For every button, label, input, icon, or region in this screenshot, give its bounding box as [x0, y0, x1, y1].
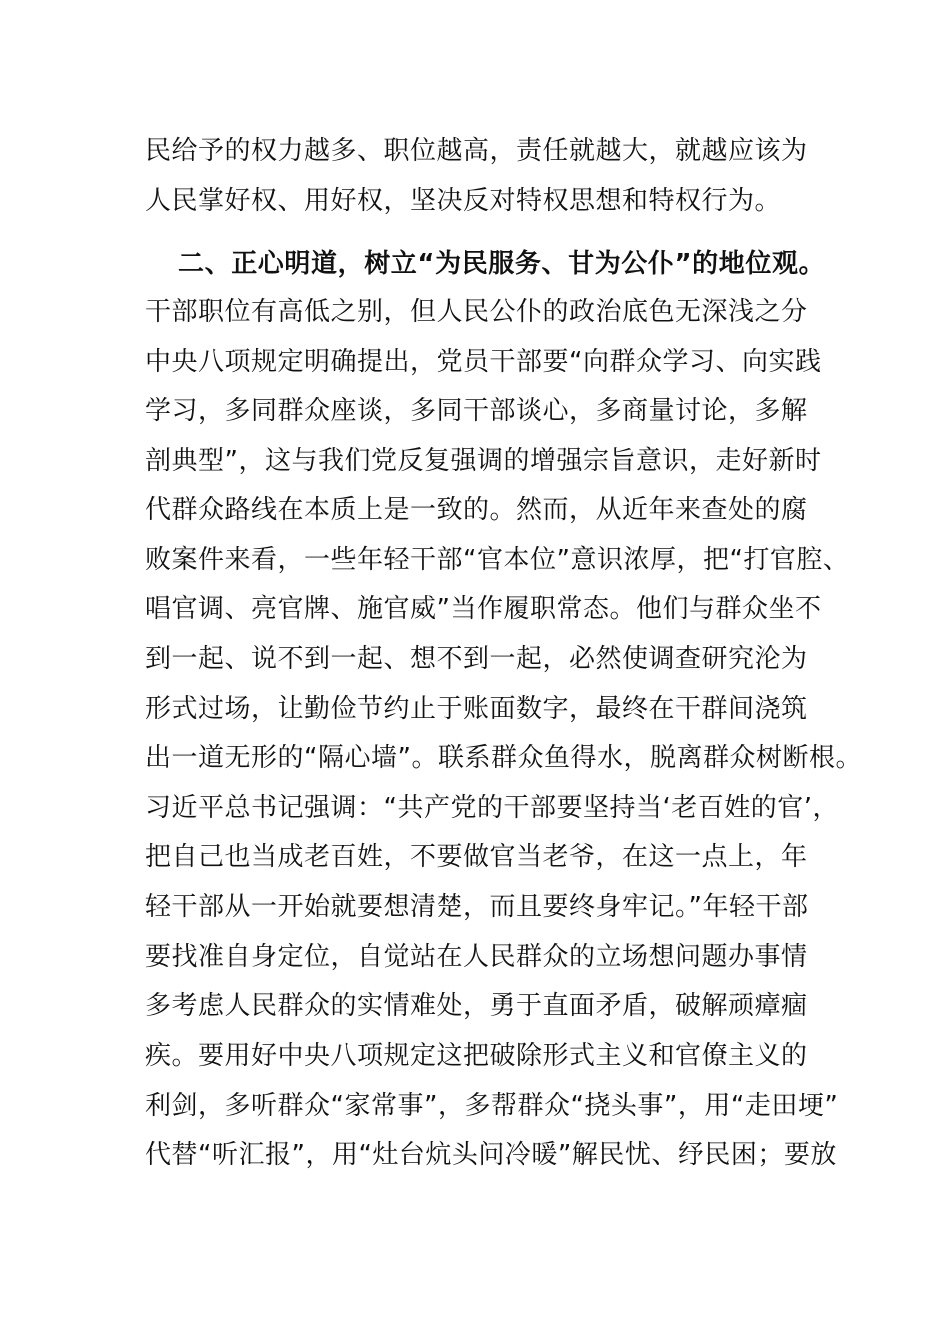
- paragraph-line: 学习，多同群众座谈，多同干部谈心，多商量讨论，多解: [145, 396, 808, 426]
- paragraph-line: 要找准自身定位，自觉站在人民群众的立场想问题办事情: [145, 942, 808, 972]
- paragraph-line: 唱官调、亮官牌、施官威”当作履职常态。他们与群众坐不: [145, 594, 822, 624]
- paragraph-line: 出一道无形的“隔心墙”。联系群众鱼得水，脱离群众树断根。: [145, 743, 862, 773]
- paragraph-line: 中央八项规定明确提出，党员干部要“向群众学习、向实践: [145, 347, 822, 377]
- paragraph-line: 把自己也当成老百姓，不要做官当老爷，在这一点上，年: [145, 842, 808, 872]
- paragraph-line: 剖典型”，这与我们党反复强调的增强宗旨意识，走好新时: [145, 446, 822, 476]
- paragraph-line: 疾。要用好中央八项规定这把破除形式主义和官僚主义的: [145, 1041, 808, 1071]
- paragraph-line: 习近平总书记强调：“共产党的干部要坚持当‘老百姓的官’，: [145, 793, 839, 823]
- paragraph-line: 多考虑人民群众的实情难处，勇于直面矛盾，破解顽瘴痼: [145, 991, 808, 1021]
- paragraph-line: 干部职位有高低之别，但人民公仆的政治底色无深浅之分: [145, 297, 808, 327]
- paragraph-line: 利剑，多听群众“家常事”，多帮群众“挠头事”，用“走田埂”: [145, 1091, 839, 1121]
- paragraph-line: 形式过场，让勤俭节约止于账面数字，最终在干群间浇筑: [145, 694, 808, 724]
- section-heading: 二、正心明道，树立“为民服务、甘为公仆”的地位观。: [178, 249, 826, 279]
- paragraph-line: 到一起、说不到一起、想不到一起，必然使调查研究沦为: [145, 644, 808, 674]
- paragraph-line: 败案件来看，一些年轻干部“官本位”意识浓厚，把“打官腔、: [145, 545, 850, 575]
- paragraph-line: 轻干部从一开始就要想清楚，而且要终身牢记。”年轻干部: [145, 892, 809, 922]
- paragraph-line: 人民掌好权、用好权，坚决反对特权思想和特权行为。: [145, 186, 782, 216]
- paragraph-line: 民给予的权力越多、职位越高，责任就越大，就越应该为: [145, 136, 808, 166]
- paragraph-line: 代群众路线在本质上是一致的。然而，从近年来查处的腐: [145, 495, 808, 525]
- paragraph-line: 代替“听汇报”，用“灶台炕头问冷暖”解民忧、纾民困；要放: [145, 1140, 837, 1170]
